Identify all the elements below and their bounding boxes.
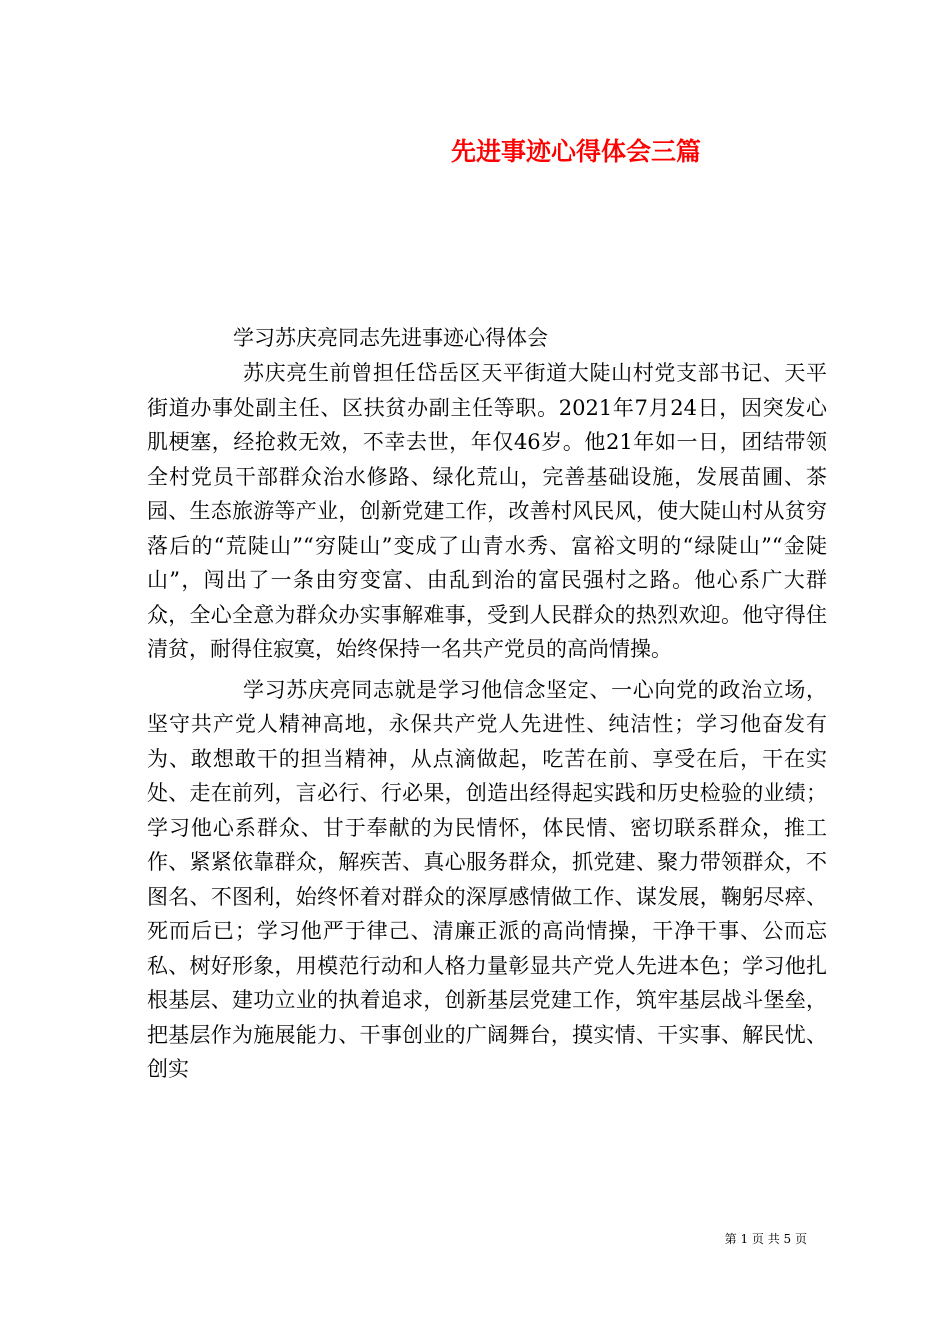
paragraph: 学习苏庆亮同志就是学习他信念坚定、一心向党的政治立场，坚守共产党人精神高地，永保共产党人先进性、纯洁性；学习他奋发有为、敢想敢干的担当精神，从点滴做起，吃苦在前、享受在后，干在实处、走在前列，言必行、行必果，创造出经得起实践和历史检验的业绩；学习他心系群众、甘于奉献的为民情怀，体民情、密切联系群众，推工作、紧紧依靠群众，解疾苦、真心服务群众，抓党建、聚力带领群众，不图名、不图利，始终怀着对群众的深厚感情做工作、谋发展，鞠躬尽瘁、死而后已；学习他严于律己、清廉正派的高尚情操，干净干事、公而忘私、树好形象，用模范行动和人格力量彰显共产党人先进本色；学习他扎根基层、建功立业的执着追求，创新基层党建工作，筑牢基层战斗堡垒，把基层作为施展能力、干事创业的广阔舞台，摸实情、干实事、解民忧、创实 — [147, 677, 827, 1081]
page-footer: 第 1 页 共 5 页 — [724, 1232, 807, 1246]
article-body — [147, 356, 827, 1087]
paragraph: 苏庆亮生前曾担任岱岳区天平街道大陡山村党支部书记、天平街道办事处副主任、区扶贫办副主任等职。2021年7月24日，因突发心肌梗塞，经抢救无效，不幸去世，年仅46岁。他21年如一日，团结带领全村党员干部群众治水修路、绿化荒山，完善基础设施，发展苗圃、茶园、生态旅游等产业，创新党建工作，改善村风民风，使大陡山村从贫穷落后的“荒陡山”“穷陡山”变成了山青水秀、富裕文明的“绿陡山”“金陡山”，闯出了一条由穷变富、由乱到治的富民强村之路。他心系广大群众，全心全意为群众办实事解难事，受到人民群众的热烈欢迎。他守得住清贫，耐得住寂寞，始终保持一名共产党员的高尚情操。 — [147, 361, 827, 661]
document-title: 先进事迹心得体会三篇 — [450, 137, 701, 166]
article-subtitle: 学习苏庆亮同志先进事迹心得体会 — [233, 326, 548, 350]
